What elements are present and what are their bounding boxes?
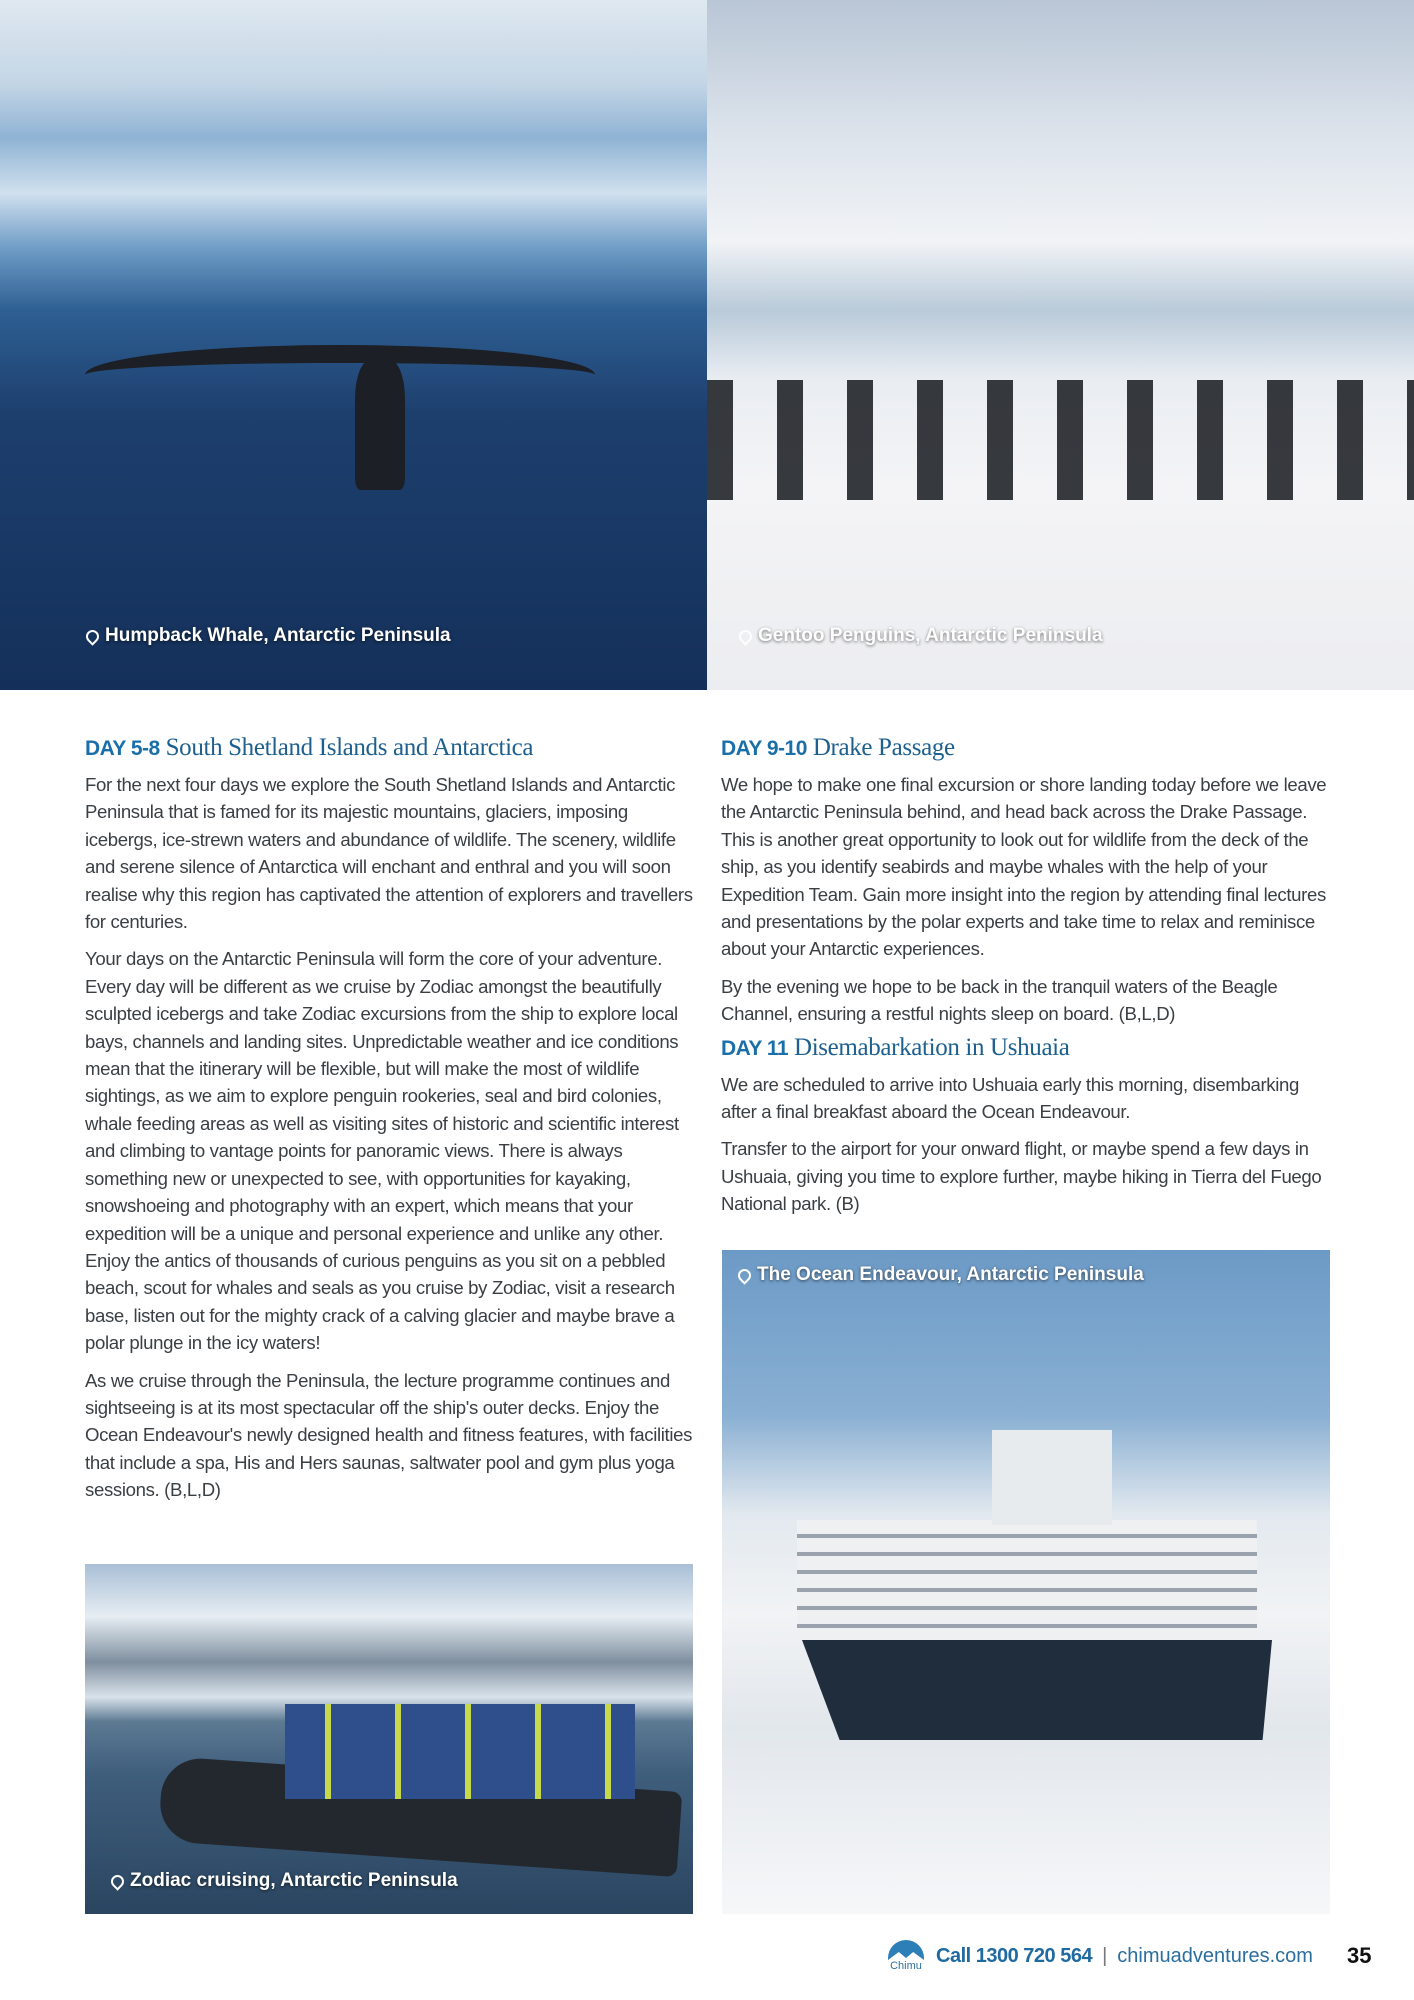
caption-text: Zodiac cruising, Antarctic Peninsula	[130, 1870, 458, 1891]
ship-photo	[722, 1250, 1330, 1914]
photo-caption	[739, 625, 1103, 647]
page-number: 35	[1346, 1943, 1372, 1968]
whale-tail	[85, 345, 595, 405]
day-label: DAY 5-8	[85, 737, 160, 760]
paragraph: For the next four days we explore the South Shetland Islands and Antarctic Peninsula that is famed for its majestic mountains, glaciers, imposing icebergs, ice-strewn waters and abundance of wildlife. The scenery, wildlife and serene silence of Antarctica will enchant and enthral and you will soon realise why this region has captivated the attention of explorers and travellers for centuries.	[85, 774, 693, 933]
day-title: Drake Passage	[812, 734, 955, 761]
location-pin-icon	[83, 627, 101, 645]
photo-caption	[738, 1264, 1144, 1286]
day-5-8-section	[85, 732, 697, 1514]
location-pin-icon	[108, 1872, 126, 1890]
paragraph: By the evening we hope to be back in the tranquil waters of the Beagle Channel, ensuring a restful nights sleep on board. (B,L,D)	[721, 975, 1278, 1025]
paragraph: We are scheduled to arrive into Ushuaia early this morning, disembarking after a final breakfast aboard the Ocean Endeavour.	[721, 1073, 1300, 1123]
phone-link[interactable]: Call 1300 720 564	[936, 1944, 1093, 1967]
chimu-logo	[888, 1940, 924, 1972]
penguins-photo	[707, 0, 1414, 690]
paragraph: Transfer to the airport for your onward flight, or maybe spend a few days in Ushuaia, giving you time to explore further, maybe hiking in Tierra del Fuego National park. (B)	[721, 1138, 1322, 1215]
day-heading	[721, 732, 1333, 765]
location-pin-icon	[735, 1266, 753, 1284]
photo-caption	[86, 625, 451, 647]
separator: |	[1102, 1944, 1108, 1967]
logo-text: Chimu	[890, 1960, 922, 1972]
caption-text: The Ocean Endeavour, Antarctic Peninsula	[757, 1264, 1144, 1285]
day-label: DAY 11	[721, 1036, 789, 1060]
website-link[interactable]: chimuadventures.com	[1117, 1944, 1313, 1967]
paragraph: We hope to make one final excursion or shore landing today before we leave the Antarctic Peninsula behind, and head back across the Drake Passage. This is another great opportunity to look out for wildlife from the deck of the ship, as you identify seabirds and maybe whales with the help of your Expedition Team. Gain more insight into the region by attending final lectures and presentations by the polar experts and take time to relax and reminisce about your Antarctic experiences.	[721, 774, 1327, 960]
ship-bridge	[992, 1430, 1112, 1525]
zodiac-photo	[85, 1564, 693, 1914]
day-title: South Shetland Islands and Antarctica	[165, 734, 534, 761]
ship-hull	[802, 1640, 1272, 1740]
day-heading	[85, 732, 697, 765]
ship-superstructure	[797, 1520, 1257, 1640]
penguin-group	[707, 380, 1414, 500]
passengers	[285, 1704, 635, 1799]
photo-caption	[111, 1870, 458, 1892]
day-label: DAY 9-10	[721, 737, 807, 760]
footer	[888, 1940, 1371, 1972]
location-pin-icon	[736, 627, 754, 645]
day-9-11-section	[721, 732, 1333, 1228]
mountain-logo-icon	[888, 1940, 924, 1960]
paragraph: As we cruise through the Peninsula, the lecture programme continues and sightseeing is at its most spectacular off the ship's outer decks. Enjoy the Ocean Endeavour's newly designed health and fitness features, with facilities that include a spa, His and Hers saunas, saltwater pool and gym plus yoga sessions. (B,L,D)	[85, 1369, 693, 1501]
whale-fluke	[355, 360, 405, 490]
caption-text: Humpback Whale, Antarctic Peninsula	[105, 625, 451, 646]
whale-photo	[0, 0, 707, 690]
day-heading	[721, 1032, 1333, 1065]
paragraph: Your days on the Antarctic Peninsula will form the core of your adventure. Every day will be different as we cruise by Zodiac amongst the beautifully sculpted icebergs and take Zodiac excursions from the ship to explore local bays, channels and landing sites. Unpredictable weather and ice conditions mean that the itinerary will be flexible, but will make the most of wildlife sightings, as we aim to explore penguin rookeries, seal and bird colonies, whale feeding areas as well as visiting sites of historic and scientific interest and climbing to vantage points for panoramic views. There is always something new or unexpected to see, with opportunities for kayaking, snowshoeing and photography with an expert, which means that your expedition will be a unique and personal experience and unlike any other. Enjoy the antics of thousands of curious penguins as you sit on a pebbled beach, scout for whales and seals as you cruise by Zodiac, visit a research base, listen out for the mighty crack of a calving glacier and maybe brave a polar plunge in the icy waters!	[85, 948, 679, 1354]
caption-text: Gentoo Penguins, Antarctic Peninsula	[758, 625, 1103, 646]
day-title: Disemabarkation in Ushuaia	[793, 1033, 1070, 1061]
